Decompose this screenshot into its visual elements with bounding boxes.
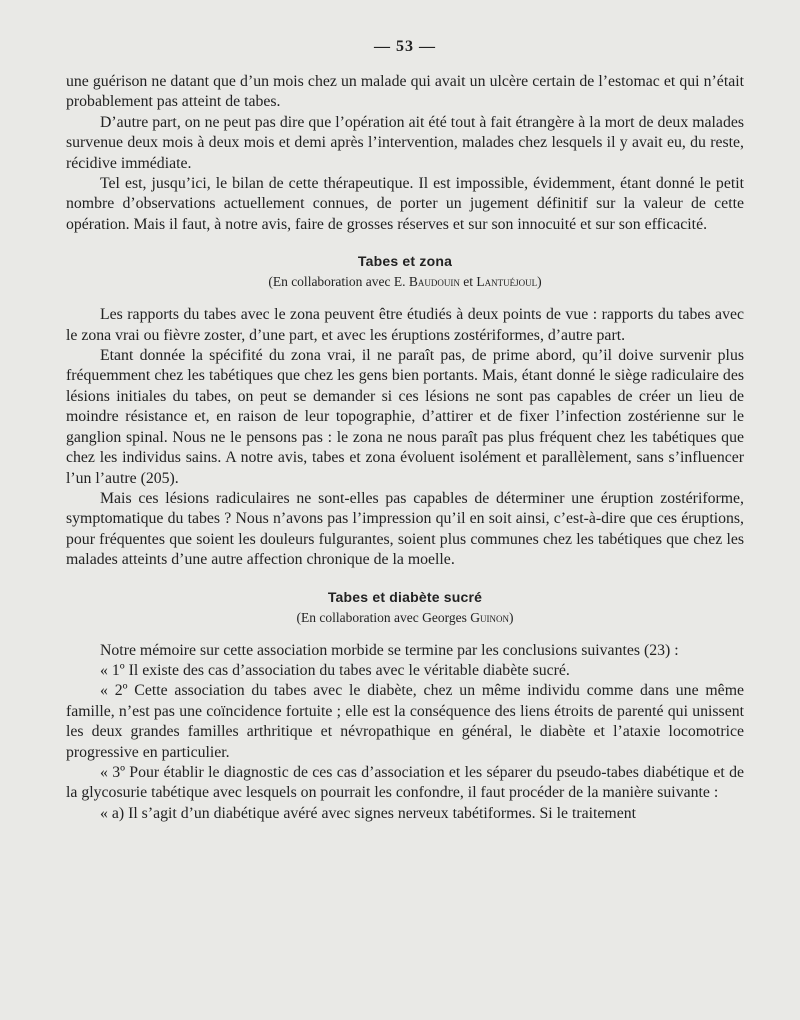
paragraph-intro-1: une guérison ne datant que d’un mois chez un malade qui avait un ulcère certain de l’estomac et qui n’était probablement pas atteint de tabes. [66,73,744,111]
collaboration-line-zona [66,273,744,291]
paragraph-intro-2: D’autre part, on ne peut pas dire que l’opération ait été tout à fait étrangère à la mort de deux malades survenue deux mois à deux mois et demi après l’intervention, malades chez lesquels il y avait eu, du reste, récidive immédiate. [66,113,744,172]
collaboration-line-diabete [66,609,744,627]
page-number: — 53 — [374,38,436,55]
collab-suffix: ) [537,274,542,290]
paragraph-diabete-5: « a) Il s’agit d’un diabétique avéré avec signes nerveux tabétiformes. Si le traitement [100,804,637,822]
collab-middle: et [459,274,477,290]
section-title-tabes-zona: Tabes et zona [357,253,453,270]
paragraph-diabete-3: « 2º Cette association du tabes avec le diabète, chez un même individu comme dans une même famille, n’est pas une coïncidence fortuite ; elle est la conséquence des liens étroits de parenté qui unissent les deux grandes familles arthritique et névropathique en général, le diabète et l’ataxie locomotrice progressive en particulier. [66,682,744,761]
collab-prefix: (En collaboration avec E. [268,274,409,290]
paragraph-diabete-1: Notre mémoire sur cette association morbide se termine par les conclusions suivantes (23) : [100,641,679,659]
collab-prefix: (En collaboration avec Georges [296,609,471,625]
paragraph-zona-1: Les rapports du tabes avec le zona peuvent être étudiés à deux points de vue : rapports du tabes avec le zona vrai ou fièvre zoster, d’une part, et avec les éruptions zostériformes, d’autre part. [66,306,744,344]
collab-author-baudouin: Baudouin [408,274,460,290]
paragraph-zona-3: Mais ces lésions radiculaires ne sont-elles pas capables de déterminer une éruption zostériforme, symptomatique du tabes ? Nous n’avons pas l’impression qu’il en soit ainsi, c’est-à-dire que ces éruptions, pour fréquentes que soient les douleurs fulgurantes, soient plus communes chez les tabétiques que chez les malades atteints d’une autre affection chronique de la moelle. [66,489,744,569]
collab-suffix: ) [508,609,514,625]
collab-author-lantuejoul: Lantuéjoul [476,274,538,290]
paragraph-diabete-2: « 1º Il existe des cas d’association du tabes avec le véritable diabète sucré. [100,661,570,679]
paragraph-zona-2: Etant donnée la spécifité du zona vrai, il ne paraît pas, de prime abord, qu’il doive survenir plus fréquemment chez les tabétiques que chez les gens bien portants. Mais, étant donné le siège radiculaire des lésions initiales du tabes, on peut se demander si ces lésions ne sont pas capables de créer un lieu de moindre résistance et, en raison de leur topographie, d’attirer et de fixer l’infection zostérienne sur le ganglion spinal. Nous ne le pensons pas : le zona ne nous paraît pas plus fréquent chez les tabétiques que chez les individus sains. A notre avis, tabes et zona évoluent isolément et parallèlement, sans s’influencer l’un l’autre (205). [66,347,744,487]
paragraph-intro-3: Tel est, jusqu’ici, le bilan de cette thérapeutique. Il est impossible, évidemment, étant donné le petit nombre d’observations actuellement connues, de porter un jugement définitif sur la valeur de cette opération. Mais il faut, à notre avis, faire de grosses réserves et sur son innocuité et sur son efficacité. [66,175,744,233]
section-title-tabes-diabete: Tabes et diabète sucré [327,588,483,605]
collab-author-guinon: Guinon [470,609,509,625]
paragraph-diabete-4: « 3º Pour établir le diagnostic de ces cas d’association et les séparer du pseudo-tabes diabétique et de la glycosurie tabétique avec lesquels on pourrait les confondre, il faut procéder de la manière suivante : [66,763,744,802]
